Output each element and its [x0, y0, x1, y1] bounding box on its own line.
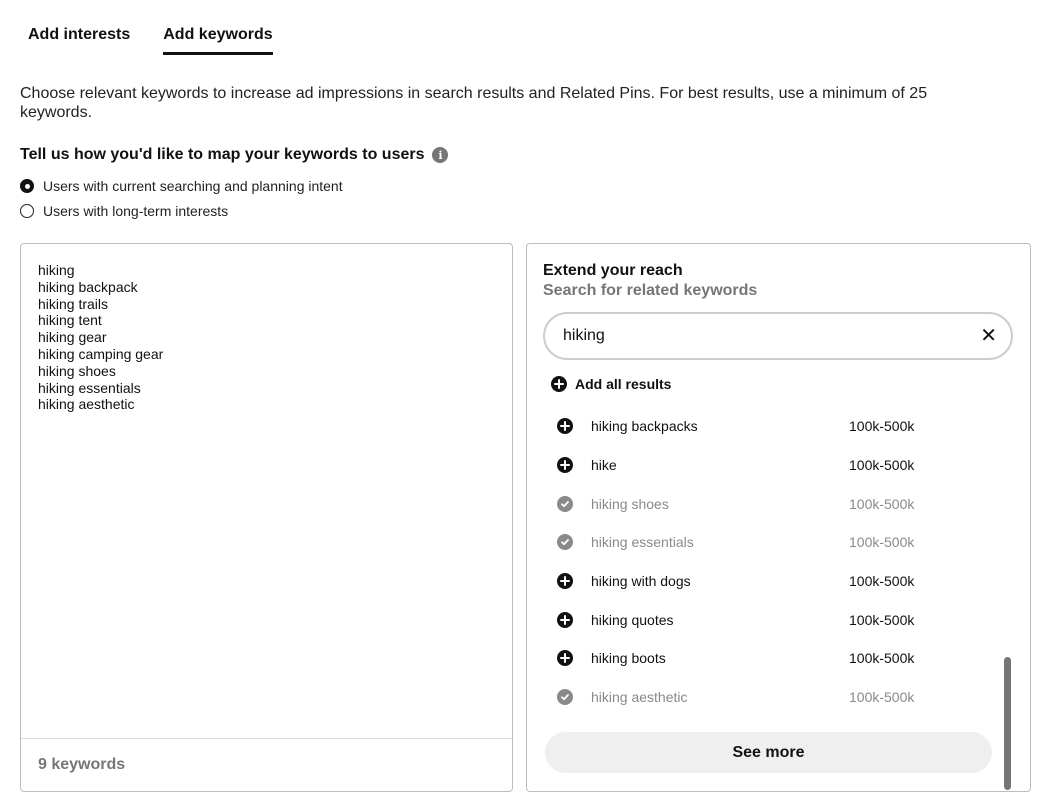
search-field[interactable] [543, 312, 1013, 360]
extend-reach-panel [526, 243, 1031, 792]
keyword-item: hiking shoes [38, 362, 116, 379]
search-volume-range: 100k-500k [849, 534, 915, 551]
plus-circle-icon[interactable] [557, 457, 573, 473]
search-volume-range: 100k-500k [849, 689, 915, 706]
search-volume-range: 100k-500k [849, 418, 915, 435]
search-volume-range: 100k-500k [849, 457, 915, 474]
check-circle-icon[interactable] [557, 534, 573, 550]
description-text: Choose relevant keywords to increase ad impressions in search results and Related Pins. For best results, use a minimum of 25 keywords. [20, 85, 928, 121]
keyword-item: hiking [38, 262, 75, 278]
keyword-list [38, 262, 163, 413]
plus-circle-icon[interactable] [557, 612, 573, 628]
related-keyword-row[interactable] [557, 484, 997, 523]
related-keyword-row[interactable] [557, 639, 997, 678]
related-keyword-row[interactable] [557, 446, 997, 485]
related-keyword-list [557, 407, 997, 717]
radio-label: Users with long-term interests [43, 203, 229, 219]
mapping-title: Tell us how you'd like to map your keywords to users [20, 146, 425, 163]
keyword-item: hiking trails [38, 295, 109, 312]
radio-label: Users with current searching and planning intent [43, 178, 343, 194]
search-input[interactable] [561, 326, 980, 346]
related-keyword-name: hiking with dogs [591, 573, 691, 590]
related-keyword-name: hiking quotes [591, 611, 674, 628]
related-keyword-name: hiking aesthetic [591, 689, 688, 706]
radio-option-long-term[interactable] [20, 203, 228, 219]
plus-circle-icon[interactable] [557, 573, 573, 589]
close-icon[interactable]: ✕ [980, 325, 997, 347]
search-volume-range: 100k-500k [849, 495, 915, 512]
mapping-heading [20, 146, 448, 164]
tab-add-keywords[interactable]: Add keywords [163, 26, 272, 55]
related-keyword-name: hiking shoes [591, 495, 669, 512]
radio-button[interactable] [20, 204, 34, 218]
related-keyword-row[interactable] [557, 678, 997, 717]
related-keyword-name: hike [591, 457, 617, 474]
keyword-item: hiking tent [38, 312, 102, 329]
keyword-item: hiking backpack [38, 278, 138, 295]
related-keyword-row[interactable] [557, 523, 997, 562]
check-circle-icon[interactable] [557, 689, 573, 705]
plus-circle-icon [551, 376, 567, 392]
reach-title: Extend your reach [543, 262, 683, 279]
tab-bar [28, 26, 273, 55]
related-keyword-name: hiking essentials [591, 534, 694, 551]
info-icon[interactable]: i [432, 147, 448, 163]
related-keyword-name: hiking boots [591, 650, 666, 667]
related-keyword-row[interactable] [557, 407, 997, 446]
related-keyword-name: hiking backpacks [591, 418, 698, 435]
plus-circle-icon[interactable] [557, 650, 573, 666]
radio-button-selected[interactable] [20, 179, 34, 193]
add-all-label: Add all results [575, 376, 672, 392]
keyword-count: 9 keywords [21, 738, 512, 791]
reach-subtitle: Search for related keywords [543, 282, 758, 299]
keyword-item: hiking camping gear [38, 345, 164, 362]
check-circle-icon[interactable] [557, 496, 573, 512]
radio-option-search-intent[interactable] [20, 178, 343, 194]
search-volume-range: 100k-500k [849, 611, 915, 628]
see-more-button[interactable]: See more [545, 732, 992, 773]
search-volume-range: 100k-500k [849, 573, 915, 590]
related-keyword-row[interactable] [557, 562, 997, 601]
keyword-item: hiking gear [38, 329, 107, 346]
related-keyword-row[interactable] [557, 600, 997, 639]
add-all-results-button[interactable] [551, 376, 671, 392]
keyword-item: hiking aesthetic [38, 396, 135, 413]
keywords-textarea[interactable] [20, 243, 513, 792]
search-volume-range: 100k-500k [849, 650, 915, 667]
keyword-item: hiking essentials [38, 379, 141, 396]
plus-circle-icon[interactable] [557, 418, 573, 434]
scrollbar-thumb[interactable] [1004, 657, 1011, 790]
tab-add-interests[interactable]: Add interests [28, 26, 131, 43]
